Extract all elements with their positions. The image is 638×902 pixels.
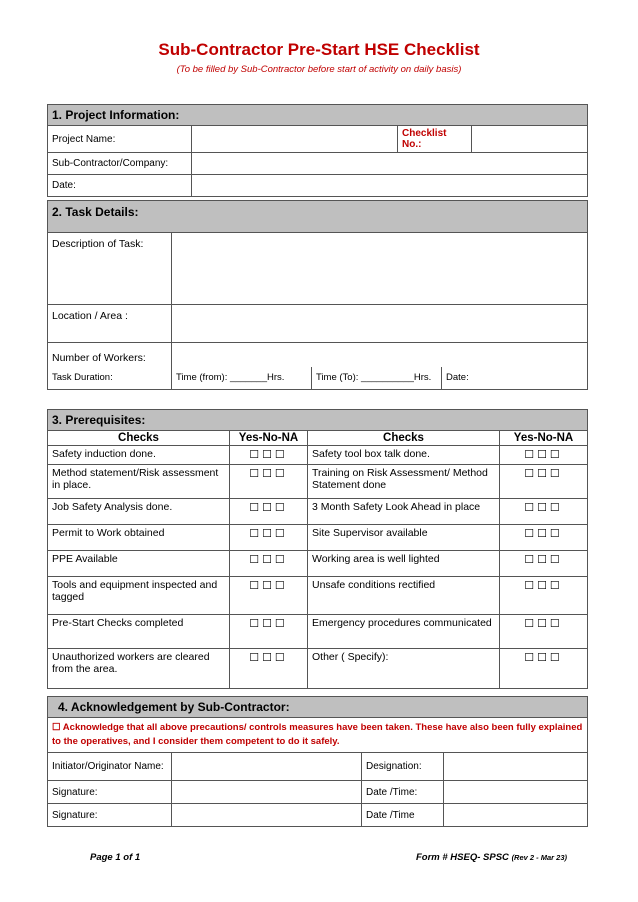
yes-no-na-checkboxes[interactable]: ☐☐☐ xyxy=(230,499,308,525)
yes-no-na-checkboxes[interactable]: ☐☐☐ xyxy=(230,577,308,615)
checks-column-header: Checks xyxy=(48,431,230,446)
yes-no-na-checkboxes[interactable]: ☐☐☐ xyxy=(500,577,588,615)
datetime-label: Date /Time xyxy=(362,804,444,827)
task-details-table xyxy=(47,200,588,390)
signature-label: Signature: xyxy=(48,781,172,804)
project-date-field[interactable] xyxy=(192,175,588,197)
yes-no-na-column-header: Yes-No-NA xyxy=(230,431,308,446)
task-date-field[interactable]: Date: xyxy=(442,367,588,390)
signature-label: Signature: xyxy=(48,804,172,827)
signature-field[interactable] xyxy=(172,781,362,804)
form-revision: (Rev 2 - Mar 23) xyxy=(511,853,567,862)
check-item: Training on Risk Assessment/ Method Statement done xyxy=(308,465,500,499)
check-item: Permit to Work obtained xyxy=(48,525,230,551)
acknowledgement-table xyxy=(47,696,588,827)
designation-field[interactable] xyxy=(444,753,588,781)
document-subtitle: (To be filled by Sub-Contractor before start of activity on daily basis) xyxy=(176,64,462,75)
yes-no-na-column-header: Yes-No-NA xyxy=(500,431,588,446)
yes-no-na-checkboxes[interactable]: ☐☐☐ xyxy=(500,446,588,465)
description-field[interactable] xyxy=(172,233,588,305)
originator-name-field[interactable] xyxy=(172,753,362,781)
project-name-field[interactable] xyxy=(192,126,398,153)
check-item: Tools and equipment inspected and tagged xyxy=(48,577,230,615)
yes-no-na-checkboxes[interactable]: ☐☐☐ xyxy=(500,465,588,499)
section-3-heading: 3. Prerequisites: xyxy=(48,410,588,431)
check-item: Unsafe conditions rectified xyxy=(308,577,500,615)
page-number: Page 1 of 1 xyxy=(90,852,141,863)
yes-no-na-checkboxes[interactable]: ☐☐☐ xyxy=(230,615,308,649)
table-row xyxy=(48,525,588,551)
table-row xyxy=(48,551,588,577)
datetime-field[interactable] xyxy=(444,781,588,804)
check-item: Method statement/Risk assessment in place. xyxy=(48,465,230,499)
yes-no-na-checkboxes[interactable]: ☐☐☐ xyxy=(500,551,588,577)
workers-field[interactable] xyxy=(172,343,588,367)
check-item: PPE Available xyxy=(48,551,230,577)
table-row xyxy=(48,499,588,525)
acknowledgement-checkbox-text[interactable]: ☐ Acknowledge that all above precautions/ controls measures have been taken. These have also been fully explained to the operatives, and I consider them competent to do it safely. xyxy=(48,718,588,753)
subcontractor-field[interactable] xyxy=(192,153,588,175)
checklist-no-field[interactable] xyxy=(472,126,588,153)
document-title: Sub-Contractor Pre-Start HSE Checklist xyxy=(158,40,480,59)
yes-no-na-checkboxes[interactable]: ☐☐☐ xyxy=(230,649,308,689)
project-date-label: Date: xyxy=(48,175,192,197)
yes-no-na-checkboxes[interactable]: ☐☐☐ xyxy=(230,465,308,499)
table-row xyxy=(48,465,588,499)
yes-no-na-checkboxes[interactable]: ☐☐☐ xyxy=(500,649,588,689)
location-field[interactable] xyxy=(172,305,588,343)
location-label: Location / Area : xyxy=(48,305,172,343)
originator-label: Initiator/Originator Name: xyxy=(48,753,172,781)
duration-label: Task Duration: xyxy=(48,367,172,390)
check-item: Emergency procedures communicated xyxy=(308,615,500,649)
section-2-heading: 2. Task Details: xyxy=(48,201,588,233)
section-4-heading: 4. Acknowledgement by Sub-Contractor: xyxy=(48,697,588,718)
check-item: Job Safety Analysis done. xyxy=(48,499,230,525)
check-item: Safety tool box talk done. xyxy=(308,446,500,465)
yes-no-na-checkboxes[interactable]: ☐☐☐ xyxy=(230,551,308,577)
section-1-heading: 1. Project Information: xyxy=(48,105,588,126)
signature-field[interactable] xyxy=(172,804,362,827)
yes-no-na-checkboxes[interactable]: ☐☐☐ xyxy=(500,499,588,525)
yes-no-na-checkboxes[interactable]: ☐☐☐ xyxy=(500,615,588,649)
datetime-label: Date /Time: xyxy=(362,781,444,804)
prerequisites-table xyxy=(47,409,588,689)
datetime-field[interactable] xyxy=(444,804,588,827)
table-row xyxy=(48,577,588,615)
yes-no-na-checkboxes[interactable]: ☐☐☐ xyxy=(230,446,308,465)
description-label: Description of Task: xyxy=(48,233,172,305)
check-item: Safety induction done. xyxy=(48,446,230,465)
check-item: Other ( Specify): xyxy=(308,649,500,689)
workers-label: Number of Workers: xyxy=(48,343,172,367)
check-item: Unauthorized workers are cleared from the area. xyxy=(48,649,230,689)
check-item: 3 Month Safety Look Ahead in place xyxy=(308,499,500,525)
form-number xyxy=(416,852,567,863)
check-item: Working area is well lighted xyxy=(308,551,500,577)
time-to-field[interactable]: Time (To): __________Hrs. xyxy=(312,367,442,390)
form-code: Form # HSEQ- SPSC xyxy=(416,852,509,863)
yes-no-na-checkboxes[interactable]: ☐☐☐ xyxy=(500,525,588,551)
checklist-no-label: Checklist No.: xyxy=(398,126,472,153)
table-row xyxy=(48,446,588,465)
table-row xyxy=(48,649,588,689)
project-name-label: Project Name: xyxy=(48,126,192,153)
checks-column-header: Checks xyxy=(308,431,500,446)
subcontractor-label: Sub-Contractor/Company: xyxy=(48,153,192,175)
check-item: Site Supervisor available xyxy=(308,525,500,551)
time-from-field[interactable]: Time (from): _______Hrs. xyxy=(172,367,312,390)
project-information-table xyxy=(47,104,588,197)
designation-label: Designation: xyxy=(362,753,444,781)
check-item: Pre-Start Checks completed xyxy=(48,615,230,649)
yes-no-na-checkboxes[interactable]: ☐☐☐ xyxy=(230,525,308,551)
table-row xyxy=(48,615,588,649)
